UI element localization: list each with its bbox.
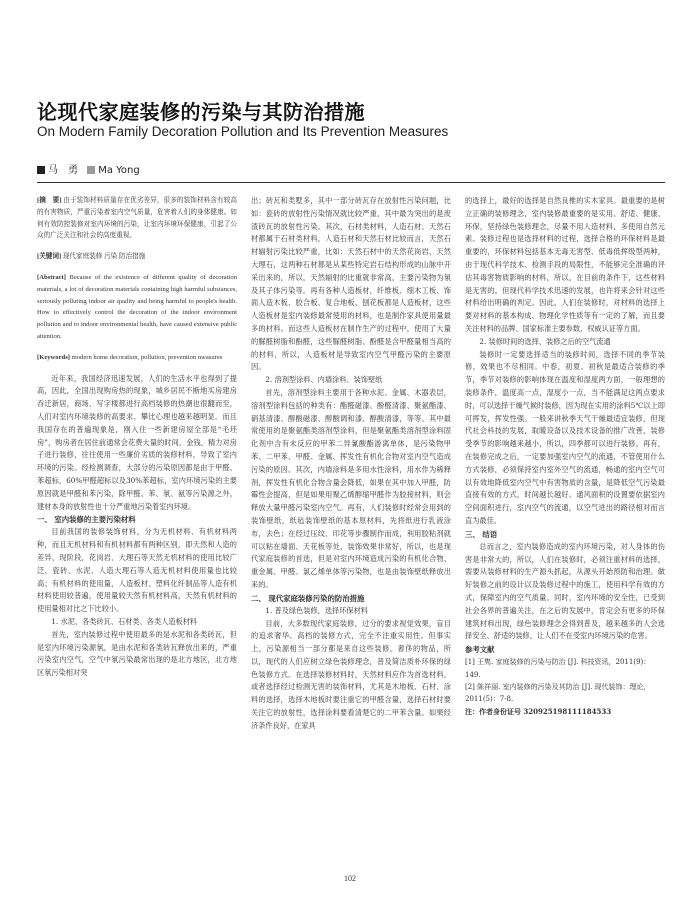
paragraph: 首先，溶剂型涂料主要用于各种水泥、金属、木器表层，溶剂型涂料包括的种类有：酯醛磁漆、酚醛清漆、聚氨酯漆、硝基清漆、醇酸磁漆、醇酸调和漆、醇酸清漆，等等。其中最常使用的是聚氨酯类溶剂型涂料，但是聚氨酯类溶剂型涂料固化剂中含有未反应的甲苯二异氰酸酯游离单体，是污染物甲苯、二甲苯、甲醛、金属、挥发性有机化合物对室内空气造成污染的原因。其次，内墙涂料是多用水性涂料，用水作为稀释剂，挥发性有机化合物含量会降低，如果在其中加入甲醛，防霉性会提高，但是如果用聚乙烯醇缩甲醛作为胶接材料，则会释放大量甲醛污染室内空气。再有，人们装修时经常会用到的装饰壁纸，纸毡装饰壁纸的基本原材料，先将纸进行乳液涂布，去色；在经过压纹、印花等步骤制作而成，利用胶粘剂就可以粘在墙面、天花板等处，装饰效果非常好，所以，也是现代家庭装修的首选，但是对室内环境造成污染的有机化合物、重金属、甲醛、氯乙烯单体等污染物，也是由装饰壁纸释放出来的。: [251, 387, 451, 589]
keywords-en: [Keywords] modern home decoration, pollution, prevention measures: [37, 353, 223, 361]
intro-paragraph: 近年来，我国经济迅速发展，人们的生活水平也得到了提高，因此，全国出现购房热的现象，城乡居民不断地买房建房吞迁新居，商场、写字楼都进行高档装修的热潮也很翻而至，人们对室内环境装修的高要求、攀比心理也越来越明显。而且我国存在的普遍现象是，刚入住一些新建房屋全部是“毛坯房”，购房者在居住前通常会花费大量的时间、金钱、精力对房子进行装修，往往使用一些廉价劣质的装修材料，导致了室内环境的污染。经检测调查，大部分的污染原因都是由于甲醛、苯超标，60%甲醛超标以及30%苯超标，室内环境污染的主要原因就是甲醛和苯污染，除甲醛、苯、氡、氨等污染源之外，建材本身的放射性也十分严重地污染着室内环境。: [37, 373, 237, 511]
section-heading-2: 二、 现代家庭装修污染的防治措施: [251, 593, 365, 603]
subheading: 2. 溶剂型涂料、内墙涂料、装饰壁纸: [265, 375, 383, 385]
reference-item: [1] 王隽. 家庭装修的污染与防治 [J]. 科技资讯，2011(9)：149.: [465, 658, 651, 679]
abstract-en: [Abstract] Because of the existence of different quality of decoration materials, a lot of decoration materials containing high harmful substances, seriously polluting indoor air quality and being harmful to people's health. How to effectively control the decoration of the indoor environment pollution and to indoor environmental health, have caused extensive public attention.: [37, 273, 237, 340]
abstract-cn: [摘 要] 由于装饰材料质量存在优劣差异，很多的装饰材料含有较高的有害物质，严重污染着室内空气质量，危害着人们的身体健康。如何有效防控装修对室内环境的污染，让室内环境环保健康，引起了公众的广泛关注和社会的高度重视。: [37, 197, 237, 240]
header-divider: [37, 182, 665, 183]
subheading: 1. 普及绿色装修，选择环保材料: [265, 605, 368, 615]
paragraph: 的选择上，最好的选择是自然良椎的实木家具。最重要的是树立正确的装修理念，室内装修最重要的是实用、舒适、健康、环保，坚持绿色装修理念，尽量不用人造材料，多使用自然元素。装修过程也是选择材料的过程，选择合格的环保材料是最重要的，环保材料包括基本无毒无害型、低毒低挥级型两种，由于现代科学技术、检测手段的局限性，不能够完全准确的评估其毒害物质影响的材料，所以，在目前的条件下，这些材料是无害的。但现代科学技术迅速的发展，也许将来会针对这些材料给出明确的判定。因此，人们在装修时，对材料的选择上要对材料的基本构成、物理化学性质等有一定的了解，而且要关注材料的品牌、国家标准主要参数、权威认证等方面。: [465, 196, 665, 333]
section-heading-3: 三、 结语: [465, 529, 498, 539]
paragraph: 目前我国的装修装饰材料，分为无机材料、有机材料两种，而且无机材料和有机材料都有两种区别，即天然和人造的差异，现阶段，花岗岩、大理石等天然无机材料的使用比较广泛，瓷砖、水泥、人造大理石等人造无机材料使用量也比较高；有机材料的使用量，人造板材、塑料化纤制品等人造有机材料使用较普遍，使用量较天然有机材料高，天然有机材料的使用量相对比之下比较小。: [37, 527, 237, 614]
paragraph: 目前，大多数现代家庭装修，过分的要求视觉效果，盲目的追求奢华、高档的装修方式，完全不注重实用性。但事实上，污染源相当一部分都是来自这些装修。奢侈的物品，所以，现代的人们应树立绿色装修理念，普及简洁质朴环保的绿色装修方式。在选择装修材料时，天然材料应作为首选材料，或者选择经过检测无害的装饰材料，尤其是木地板、石材、涂料的选择，选择木地板时要注重它的甲醛含量，选择石材时要关注它的放射性，选择涂料要看清楚它的二甲苯含量。如果经济条件良好，在家具: [251, 618, 451, 730]
references-heading: 参考文献: [465, 645, 495, 655]
keywords-cn: [关键词] 现代家庭装修 污染 防治措施: [37, 253, 146, 261]
square-bullet-icon: [87, 166, 95, 174]
author-line: [37, 161, 140, 176]
column-left: [37, 195, 237, 680]
column-right: [465, 195, 665, 718]
subheading: 2. 装修时间的选择，装修之后的空气流通: [479, 336, 611, 346]
paragraph: 首先，室内装修过程中使用最多的是水泥和各类砖瓦，但是室内环境污染源氡，是由水泥和各类砖瓦释放出来的，严重污染室内空气，空气中氡污染最常出现的是北方地区，北方地区氡污染相对突: [37, 629, 237, 678]
paragraph: 总而言之，室内装修造成的室内环境污染，对人身体的伤害是非常大的，所以，人们在装修时，必须注重材料的选择，需要从装修材料的生产源头抓起，从源头开始预防和治理。做好装修之前的设计以及装修过程中的施工，使用科学有效的方式，保障室内的空气质量。同时，室内环境的安全性，已受到社会各界的普遍关注，在之后的发展中，肯定会有更多的环保建筑材料出现，绿色装修理念会得到普及，越来越多的人会选择安全、舒适的装修，让人们不在受室内环境污染的危害。: [465, 541, 665, 641]
author-cn: 马 勇: [48, 165, 78, 176]
reference-item: [2] 陈祥丽. 室内装修的污染及其防治 [J]. 现代装饰：理论，2011(5)：7-8.: [465, 682, 651, 704]
subheading: 1. 水泥、各类砖瓦、石材类、各类人造板材料: [51, 616, 198, 626]
page-title: 论现代家庭装修的污染与其防治措施: [37, 100, 365, 124]
author-id-note: 注：作者身份证号 320925198111184533: [465, 706, 612, 716]
paragraph: 装修时一定要选择适当的装修时间，选择不同的季节装修，效果也不尽相同。中春、初夏、初秋是最适合装修的季节，季节对装修的影响体现在温度和湿度两方面，一般理想的装修条件，温度高一点，湿度小一点，当不能满足这两点要求时，可以选择干燥气候时装修，因为现在实用的涂料5℃以上即可挥发，挥发性强。一般来讲秋季天气干燥最适宜装修，但现代社会科技的发展，取暖设备以及技术设备的推广改善，装修受季节的影响越来越小，所以，四季都可以进行装修。再有，在装修完成之后，一定要加强室内空气的流通，不管使用什么方式装修，必须保持室内室外空气的流通，畅通的室内空气可以有效地降低室内空气中有害物质的含量，是降低空气污染最直接有效的方式，时间越长越好。通风面积的设置要依据室内空间面积进行，室内空气的流通，以空气进出的路径相对而言直为最佳。: [465, 349, 665, 525]
square-bullet-icon: [37, 166, 45, 174]
section-heading-1: 一、 室内装修的主要污染材料: [37, 515, 136, 525]
column-middle: [251, 195, 451, 733]
page-subtitle-english: On Modern Family Decoration Pollution and Its Prevention Measures: [37, 124, 449, 139]
author-en: Ma Yong: [98, 165, 140, 176]
page-number: 102: [344, 874, 356, 883]
paragraph: 出；砖瓦和类墅多，其中一部分砖瓦存在放射性污染问题，比如：瓷砖的放射性污染情况就比较严重，其中最为突出的是废渣砖瓦的放射性污染。其次，石材类材料，人造石材、天然石材都属于石材类材料，人造石材和天然石材比较而言，天然石材辐射污染比较严重，比如：天然石材中的天然花岗岩，天然大理石，这两种石材都是从某些特定岩石结构形成的山脉中开采出来的，所以，天然辐射的比重就非常高，主要污染物为氡及其子体污染等。再有各种人造板材，纤维板、细木工板、饰面人造木板、胶合板、复合地板、刨花板都是人造板材，这些人造板材是室内装修最常使用的材料，也是制作家具使用量最多的材料。而这些人造板材在制作生产的过程中，使用了大量的脲醛树脂和酚醛，这些脲醛树脂、酚醛是含甲醛量相当高的的材料，所以，人造板材是导致室内空气甲醛污染的主要原因。: [251, 196, 451, 372]
